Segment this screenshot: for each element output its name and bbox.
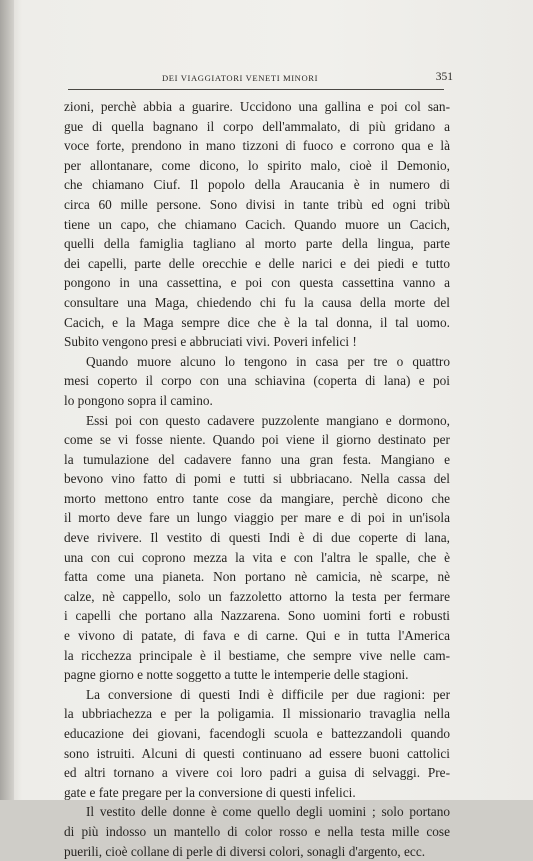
text-line: per allontanare, come dicono, lo spirito malo, cioè il Demonio, [64,157,450,173]
text-line: consultare una Maga, chiedendo chi fu la causa della morte del [64,294,450,310]
page-header [66,70,453,90]
text-line: gue di quella bagnano il corpo dell'ammalato, di più gridano a [64,118,450,134]
text-line: educazione dei giovani, facendogli scuola e battezzandoli quando [64,726,450,741]
text-line: calze, nè cappello, solo un fazzoletto attorno la testa per fermare [64,588,450,604]
running-title: DEI VIAGGIATORI VENETI MINORI [162,73,319,83]
text-line: la ricchezza principale è il bestiame, che sempre vive nelle cam- [64,647,450,663]
text-line: bevono vino fatto di pomi e tutti si ubbriacano. Nella cassa del [64,471,450,487]
text-line: La conversione di questi Indi è difficile per due ragioni: per [86,686,450,702]
text-line: ed altri tornano a vivere coi loro padri a guisa di selvaggi. Pre- [64,765,450,781]
text-line: pagne giorno e notte soggetto a tutte le intemperie delle stagioni. [64,667,409,683]
text-line: il morto deve fare un lungo viaggio per mare e di poi in un'isola [64,510,450,526]
text-line: voce forte, prendono in mano tizzoni di fuoco e corrono qua e là [64,138,450,154]
text-line: mesi coperto il corpo con una schiavina (coperta di lana) e poi [64,373,450,389]
text-line: pongono in una cassettina, e poi con questa cassettina vanno a [64,275,450,291]
header-rule [68,89,444,90]
book-spine-shadow [0,0,14,800]
text-line: una con cui coprono mezza la vita e con l'altra le spalle, che è [64,549,450,565]
text-line: di più indosso un mantello di color rosso e nella testa mille cose [64,823,450,839]
text-line: Subito vengono presi e abbruciati vivi. Poveri infelici ! [64,334,357,350]
text-line: i capelli che portano alla Nazzarena. Sono uomini forti e robusti [64,608,450,624]
text-line: dei capelli, parte delle orecchie e delle narici e dei piedi e tutto [64,255,450,271]
text-line: lo pongono sopra il camino. [64,392,213,408]
text-line: zioni, perchè abbia a guarire. Uccidono una gallina e poi col san- [64,99,450,114]
text-line: Cacich, e la Maga sempre dice che è la tal donna, il tal uomo. [64,314,450,330]
text-line: fatta come una pianeta. Non portano nè camicia, nè scarpe, nè [64,569,450,585]
text-line: puerili, cioè collane di perle di diversi colori, sonagli d'argento, ecc. [64,843,426,859]
text-line: deve rivivere. Il vestito di questi Indi è di due coperte di lana, [64,530,450,546]
text-line: la tumulazione del cadavere fanno una gran festa. Mangiano e [64,451,450,467]
text-line: come se vi fosse niente. Quando poi viene il giorno destinato per [64,432,450,448]
text-line: gate e fate pregare per la conversione di questi infelici. [64,784,356,800]
page-number: 351 [435,71,453,83]
text-line: sono istruiti. Alcuni di questi continuano ad essere buoni cattolici [64,745,450,761]
text-line: e vivono di patate, di fava e di carne. Qui e in tutta l'America [64,628,450,644]
text-line: Essi poi con questo cadavere puzzolente mangiano e dormono, [86,412,450,428]
text-line: quelli della famiglia tagliano al morto parte della lingua, parte [64,236,450,252]
text-line: Quando muore alcuno lo tengono in casa per tre o quattro [86,353,450,369]
text-line: la ubbriachezza e per la poligamia. Il missionario travaglia nella [64,706,450,722]
text-line: circa 60 mille persone. Sono divisi in tante tribù ed ogni tribù [64,196,450,212]
text-line: tiene un capo, che chiamano Cacich. Quando muore un Cacich, [64,216,450,232]
text-line: Il vestito delle donne è come quello degli uomini ; solo portano [86,804,450,820]
body-text [64,97,450,861]
text-line: morto mettono entro tante cose da mangiare, perchè dicono che [64,490,450,506]
text-line: che chiamano Ciuf. Il popolo della Araucania è in numero di [64,177,450,193]
